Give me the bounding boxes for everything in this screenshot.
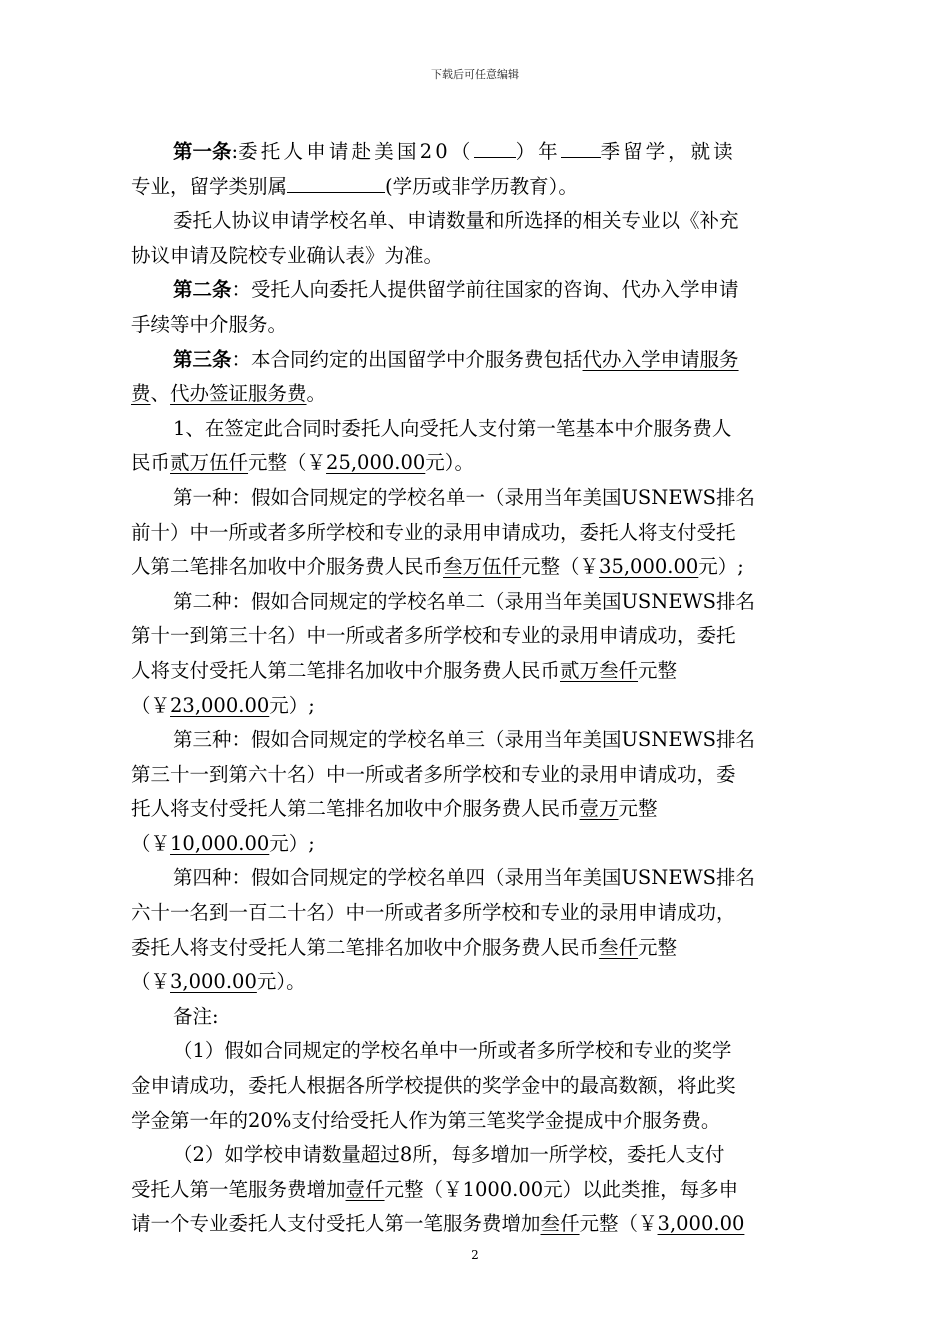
kind-3-line-1: 第三种：假如合同规定的学校名单三（录用当年美国USNEWS排名 <box>173 728 755 752</box>
kind-2-text-a: 人将支付受托人第二笔排名加收中介服务费人民币 <box>131 658 561 682</box>
article-1-text-c: 季留学，就读 <box>600 140 736 163</box>
kind-4-text-c: （￥ <box>131 970 171 994</box>
article-1-label: 第一条 <box>173 140 232 163</box>
study-type-blank <box>287 172 385 193</box>
article-2-label: 第二条 <box>173 278 232 302</box>
kind-4-line-4 <box>131 965 831 1000</box>
note-2-text-d: 元整（￥ <box>579 1212 658 1236</box>
kind-1-amount-words: 叁万伍仟 <box>443 555 522 579</box>
article-3-text: ：本合同约定的出国留学中介服务费包括 <box>231 347 583 371</box>
item-1-text-b: 元整（￥ <box>248 451 327 475</box>
kind-4-amount-words: 叁仟 <box>599 935 639 959</box>
note-2-text-a: 受托人第一笔服务费增加 <box>131 1177 346 1201</box>
item-1-text-a: 民币 <box>131 451 171 475</box>
kind-2-text-b: 元整 <box>638 658 678 682</box>
kind-4-text-d: 元）。 <box>256 970 306 994</box>
kind-3-amount-words: 壹万 <box>579 797 619 821</box>
article-3-line-1 <box>131 343 831 378</box>
kind-1-text-a: 人第二笔排名加收中介服务费人民币 <box>131 555 444 579</box>
kind-1-text-c: 元）; <box>698 555 744 579</box>
article-3-fee-1: 代办入学申请服务 <box>582 347 739 371</box>
kind-1-line-1: 第一种：假如合同规定的学校名单一（录用当年美国USNEWS排名 <box>173 485 755 509</box>
article-2-line-2: 手续等中介服务。 <box>131 312 288 336</box>
kind-2-amount-words: 贰万叁仟 <box>560 658 639 682</box>
kind-1-line-3 <box>131 550 831 585</box>
kind-3-text-d: 元）; <box>269 831 315 855</box>
article-1-colon: : <box>231 140 239 163</box>
note-2-line-2 <box>131 1173 831 1208</box>
para-2-line-2: 协议申请及院校专业确认表》为准。 <box>131 243 444 267</box>
para-2-line-1: 委托人协议申请学校名单、申请数量和所选择的相关专业以《补充 <box>173 209 739 233</box>
article-1-text-b: ）年 <box>515 140 561 163</box>
kind-3-line-2: 第三十一到第六十名）中一所或者多所学校和专业的录用申请成功，委 <box>131 762 736 786</box>
article-3-line-2 <box>131 377 831 412</box>
kind-4-amount-number: 3,000.00 <box>170 970 257 994</box>
note-2-line-3 <box>131 1207 831 1242</box>
article-3-sep: 、 <box>150 382 171 406</box>
kind-3-text-a: 托人将支付受托人第二笔排名加收中介服务费人民币 <box>131 797 580 821</box>
kind-2-line-4 <box>131 689 831 724</box>
kind-3-line-4 <box>131 827 831 862</box>
kind-1-text-b: 元整（￥ <box>521 555 600 579</box>
item-1-text-c: 元）。 <box>425 451 475 475</box>
note-2-text-b: 元整（￥1000.00元）以此类推，每多申 <box>384 1177 739 1201</box>
year-blank <box>474 137 516 158</box>
kind-2-text-d: 元）; <box>269 693 315 717</box>
item-1-line-1: 1、在签定此合同时委托人向受托人支付第一笔基本中介服务费人 <box>173 416 732 440</box>
kind-3-amount-number: 10,000.00 <box>170 831 270 855</box>
kind-2-text-c: （￥ <box>131 693 171 717</box>
kind-3-line-3 <box>131 792 831 827</box>
item-1-line-2 <box>131 446 831 481</box>
note-1-line-3: 学金第一年的20%支付给受托人作为第三笔奖学金提成中介服务费。 <box>131 1108 721 1132</box>
article-1-text-a: 委托人申请赴美国20（ <box>238 140 474 163</box>
kind-2-line-1: 第二种：假如合同规定的学校名单二（录用当年美国USNEWS排名 <box>173 589 755 613</box>
document-body <box>131 135 831 1242</box>
article-1-line-2 <box>131 170 831 205</box>
note-1-line-1: （1）假如合同规定的学校名单中一所或者多所学校和专业的奖学 <box>173 1039 732 1063</box>
kind-2-amount-number: 23,000.00 <box>170 693 270 717</box>
note-2-line-1: （2）如学校申请数量超过8所，每多增加一所学校，委托人支付 <box>173 1143 725 1167</box>
note-2-amount-number: 3,000.00 <box>657 1212 745 1236</box>
note-label: 备注: <box>173 1004 219 1028</box>
note-2-amount-words: 壹仟 <box>345 1177 385 1201</box>
kind-4-line-3 <box>131 931 831 966</box>
kind-4-text-b: 元整 <box>638 935 678 959</box>
kind-2-line-2: 第十一到第三十名）中一所或者多所学校和专业的录用申请成功，委托 <box>131 624 736 648</box>
item-1-amount-words: 贰万伍仟 <box>170 451 249 475</box>
kind-3-text-c: （￥ <box>131 831 171 855</box>
kind-2-line-3 <box>131 654 831 689</box>
article-1-line-1 <box>131 135 831 170</box>
page-header: 下载后可任意编辑 <box>431 68 519 81</box>
kind-1-amount-number: 35,000.00 <box>599 555 699 579</box>
note-1-line-2: 金申请成功，委托人根据各所学校提供的奖学金中的最高数额，将此奖 <box>131 1074 736 1098</box>
article-1-text-d: 专业，留学类别属 <box>131 174 288 198</box>
kind-4-line-1: 第四种：假如合同规定的学校名单四（录用当年美国USNEWS排名 <box>173 866 755 890</box>
article-3-fee-2: 代办签证服务费 <box>170 382 307 406</box>
article-2-text: ：受托人向委托人提供留学前往国家的咨询、代办入学申请 <box>231 278 739 302</box>
article-3-end: 。 <box>306 382 327 406</box>
kind-3-text-b: 元整 <box>618 797 658 821</box>
page-number: 2 <box>471 1248 479 1262</box>
note-2-text-c: 请一个专业委托人支付受托人第一笔服务费增加 <box>131 1212 541 1236</box>
kind-4-text-a: 委托人将支付受托人第二笔排名加收中介服务费人民币 <box>131 935 600 959</box>
article-1-text-e: (学历或非学历教育）。 <box>385 174 578 198</box>
note-2-amount-words-2: 叁仟 <box>540 1212 580 1236</box>
article-3-label: 第三条 <box>173 347 232 371</box>
kind-4-line-2: 六十一名到一百二十名）中一所或者多所学校和专业的录用申请成功， <box>131 901 736 925</box>
kind-1-line-2: 前十）中一所或者多所学校和专业的录用申请成功，委托人将支付受托 <box>131 520 736 544</box>
article-2-line-1 <box>131 273 831 308</box>
article-3-fee-1-end: 费 <box>131 382 151 406</box>
item-1-amount-number: 25,000.00 <box>326 451 426 475</box>
season-blank <box>561 137 601 158</box>
